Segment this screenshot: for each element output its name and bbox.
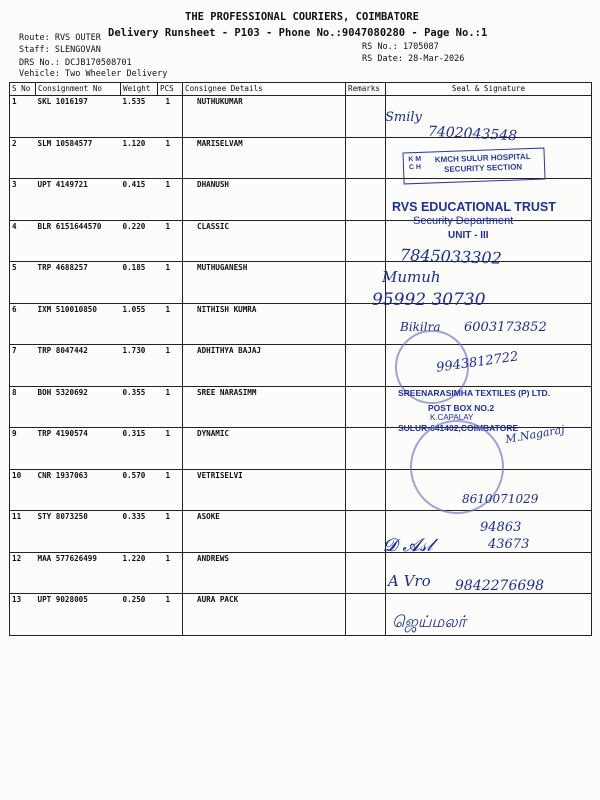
col-weight: Weight [121, 83, 158, 96]
cell-consignee: NITHISH KUMRA [183, 303, 346, 345]
rs-number: RS No.: 1705087 [362, 42, 439, 52]
signature-row5: Mumuh [382, 268, 441, 286]
cell-pcs: 1 [158, 428, 183, 470]
cell-pcs: 1 [158, 345, 183, 387]
cell-weight: 0.415 [121, 179, 158, 221]
cell-weight: 0.570 [121, 469, 158, 511]
staff-label: Staff: SLENGOVAN [19, 45, 101, 55]
cell-consignee: MARISELVAM [183, 137, 346, 179]
cell-consignment: CNR 1937063 [36, 469, 121, 511]
cell-consignee: SREE NARASIMM [183, 386, 346, 428]
cell-weight: 1.730 [121, 345, 158, 387]
cell-consignee: AURA PACK [183, 594, 346, 636]
textiles-stamp-2: POST BOX NO.2 [428, 403, 495, 413]
cell-weight: 1.535 [121, 96, 158, 138]
col-consignee: Consignee Details [183, 83, 346, 96]
cell-consignment: TRP 8047442 [36, 345, 121, 387]
cell-pcs: 1 [158, 96, 183, 138]
phone-row7: 9943812722 [435, 349, 520, 376]
cell-weight: 0.355 [121, 386, 158, 428]
cell-sno: 2 [10, 137, 36, 179]
phone-row11a: 94863 [480, 520, 522, 535]
signature-row9: M.Nagaraj [504, 422, 566, 447]
cell-remarks [346, 594, 386, 636]
cell-consignee: MUTHUGANESH [183, 262, 346, 304]
signature-row6: Bikilra [400, 320, 441, 334]
cell-consignee: ASOKE [183, 511, 346, 553]
cell-weight: 0.315 [121, 428, 158, 470]
cell-consignment: SKL 1016197 [36, 96, 121, 138]
cell-consignment: UPT 4149721 [36, 179, 121, 221]
signature-row1: Smily [385, 110, 422, 125]
drs-number: DRS No.: DCJB170508701 [19, 58, 132, 68]
phone-row4: 7845033302 [399, 245, 503, 268]
cell-consignment: IXM 510010850 [36, 303, 121, 345]
col-sno: S No [10, 83, 36, 96]
cell-consignee: ADHITHYA BAJAJ [183, 345, 346, 387]
cell-remarks [346, 552, 386, 594]
cell-consignee: VETRISELVI [183, 469, 346, 511]
cell-remarks [346, 179, 386, 221]
cell-pcs: 1 [158, 303, 183, 345]
table-header-row [10, 83, 592, 96]
rvs-stamp-unit: UNIT - III [448, 230, 489, 241]
cell-pcs: 1 [158, 220, 183, 262]
kmch-letters: K M C H [408, 155, 422, 172]
cell-pcs: 1 [158, 552, 183, 594]
textiles-stamp-3: K.CAPALAY [430, 413, 474, 422]
cell-remarks [346, 386, 386, 428]
phone-row5: 95992 30730 [372, 290, 486, 310]
cell-remarks [346, 137, 386, 179]
cell-sno: 8 [10, 386, 36, 428]
cell-pcs: 1 [158, 469, 183, 511]
cell-consignee: ANDREWS [183, 552, 346, 594]
cell-consignment: MAA 577626499 [36, 552, 121, 594]
cell-sno: 6 [10, 303, 36, 345]
rs-date: RS Date: 28-Mar-2026 [362, 54, 465, 64]
cell-weight: 0.220 [121, 220, 158, 262]
phone-row12: 9842276698 [455, 578, 545, 594]
cell-remarks [346, 511, 386, 553]
route-label: Route: RVS OUTER [19, 33, 101, 43]
phone-row1: 7402043548 [427, 123, 518, 145]
cell-sno: 12 [10, 552, 36, 594]
cell-consignment: TRP 4688257 [36, 262, 121, 304]
cell-weight: 0.185 [121, 262, 158, 304]
kmch-line1: KMCH SULUR HOSPITAL [434, 152, 531, 165]
cell-pcs: 1 [158, 137, 183, 179]
cell-sno: 13 [10, 594, 36, 636]
cell-consignment: SLM 10584577 [36, 137, 121, 179]
cell-remarks [346, 345, 386, 387]
vehicle-label: Vehicle: Two Wheeler Delivery [19, 69, 168, 79]
col-consignment: Consignment No [36, 83, 121, 96]
textiles-stamp-4: SULUR-641402,COIMBATORE [398, 423, 519, 433]
cell-remarks [346, 428, 386, 470]
cell-sno: 5 [10, 262, 36, 304]
cell-sno: 4 [10, 220, 36, 262]
cell-consignment: UPT 9028005 [36, 594, 121, 636]
cell-consignee: NUTHUKUMAR [183, 96, 346, 138]
rvs-stamp-title: RVS EDUCATIONAL TRUST [392, 200, 556, 214]
cell-pcs: 1 [158, 386, 183, 428]
cell-sno: 7 [10, 345, 36, 387]
textiles-stamp-1: SREENARASIMHA TEXTILES (P) LTD. [398, 388, 551, 398]
signature-row13: ஜெய்மலர் [392, 612, 467, 631]
col-remarks: Remarks [346, 83, 386, 96]
cell-sno: 10 [10, 469, 36, 511]
cell-sno: 3 [10, 179, 36, 221]
cell-consignment: STY 8073250 [36, 511, 121, 553]
cell-pcs: 1 [158, 511, 183, 553]
cell-weight: 1.055 [121, 303, 158, 345]
cell-sno: 9 [10, 428, 36, 470]
cell-remarks [346, 96, 386, 138]
phone-row6: 6003173852 [464, 320, 547, 335]
cell-weight: 1.220 [121, 552, 158, 594]
runsheet-subtitle: Delivery Runsheet - P103 - Phone No.:9047080280 - Page No.:1 [108, 27, 488, 39]
cell-remarks [346, 469, 386, 511]
company-title: THE PROFESSIONAL COURIERS, COIMBATORE [185, 11, 419, 23]
cell-pcs: 1 [158, 262, 183, 304]
cell-weight: 1.120 [121, 137, 158, 179]
table-row [10, 262, 592, 304]
cell-weight: 0.250 [121, 594, 158, 636]
kmch-line2: SECURITY SECTION [443, 162, 523, 175]
table-row [10, 594, 592, 636]
rvs-stamp-dept: Security Department [413, 215, 514, 227]
cell-consignee: DYNAMIC [183, 428, 346, 470]
cell-consignment: BOH 5320692 [36, 386, 121, 428]
col-seal: Seal & Signature [386, 83, 592, 96]
cell-weight: 0.335 [121, 511, 158, 553]
cell-consignment: TRP 4190574 [36, 428, 121, 470]
cell-remarks [346, 220, 386, 262]
kmch-stamp [402, 148, 545, 185]
cell-consignment: BLR 6151644570 [36, 220, 121, 262]
signature-row11: 𝓓 𝓐𝓈𝓁 [383, 535, 433, 556]
cell-sno: 1 [10, 96, 36, 138]
phone-row10: 8610071029 [462, 492, 539, 506]
cell-consignee: DHANUSH [183, 179, 346, 221]
cell-pcs: 1 [158, 179, 183, 221]
cell-sno: 11 [10, 511, 36, 553]
cell-pcs: 1 [158, 594, 183, 636]
signature-row12: A Vro [388, 572, 431, 590]
phone-row11b: 43673 [488, 537, 530, 552]
col-pcs: PCS [158, 83, 183, 96]
cell-consignee: CLASSIC [183, 220, 346, 262]
